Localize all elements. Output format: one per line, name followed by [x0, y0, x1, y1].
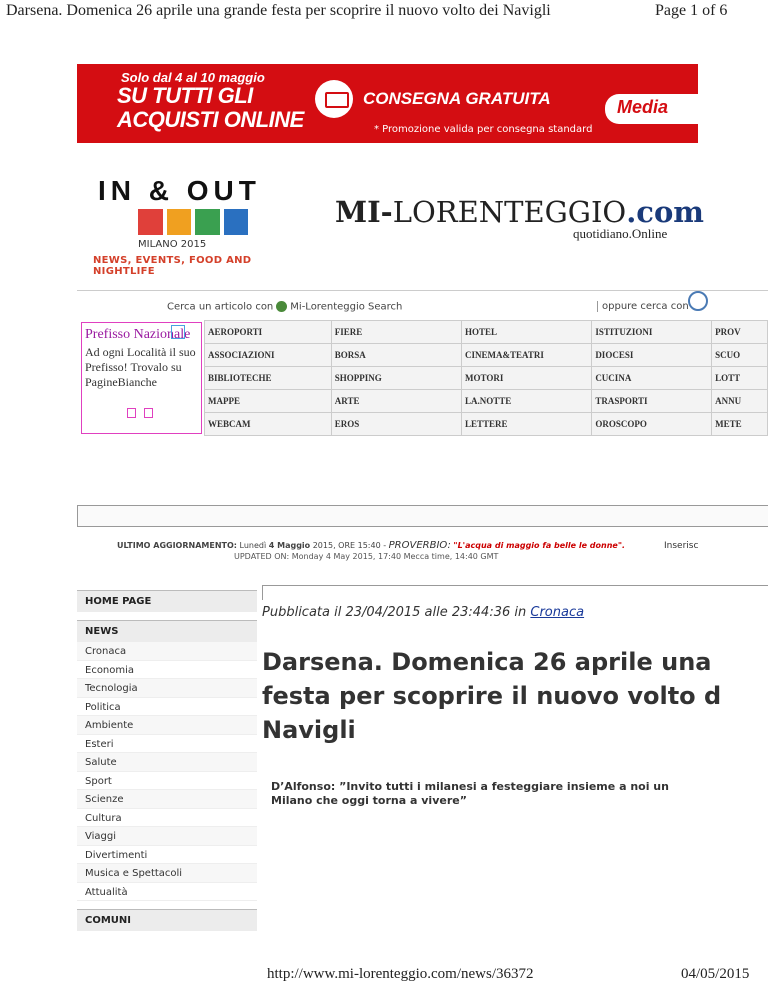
category-link[interactable]: OROSCOPO — [592, 413, 712, 436]
search-alt[interactable]: oppure cerca con — [597, 301, 689, 312]
update-day: Lunedì — [239, 541, 267, 550]
update-time: 2015, ORE 15:40 - — [312, 541, 387, 550]
category-link[interactable]: METE — [712, 413, 768, 436]
expo-logo[interactable] — [93, 175, 303, 277]
category-link[interactable]: DIOCESI — [592, 344, 712, 367]
horizontal-bar — [77, 505, 768, 527]
category-link[interactable]: SCUO — [712, 344, 768, 367]
logo-subtitle: quotidiano.Online — [573, 226, 668, 241]
logo-prefix: MI- — [335, 195, 393, 229]
sidebar-item[interactable]: Economia — [77, 661, 257, 680]
category-row — [205, 344, 768, 367]
article-subtitle — [271, 780, 768, 808]
category-link[interactable]: AEROPORTI — [205, 321, 332, 344]
sidebar-item[interactable]: Attualità — [77, 883, 257, 902]
ad-controls[interactable] — [127, 405, 161, 423]
category-row — [205, 367, 768, 390]
google-search-icon[interactable] — [688, 291, 708, 311]
subtitle-line2: Milano che oggi torna a vivere” — [271, 794, 467, 807]
page-number: Page 1 of 6 — [655, 2, 728, 19]
article-headline — [262, 645, 768, 747]
update-label: ULTIMO AGGIORNAMENTO: — [117, 541, 237, 550]
inout-title: IN & OUT — [98, 175, 261, 206]
banner-headline-line1: SU TUTTI GLI — [117, 83, 253, 108]
banner-delivery: CONSEGNA GRATUITA — [363, 89, 551, 108]
mediaworld-logo — [605, 94, 698, 124]
published-line — [262, 605, 584, 620]
proverb-text: "L'acqua di maggio fa belle le donne". — [453, 541, 626, 550]
category-row — [205, 390, 768, 413]
updated-on: UPDATED ON: Monday 4 May 2015, 17:40 Mecca time, 14:40 GMT — [234, 552, 499, 561]
category-table — [204, 320, 768, 436]
headline-line2: festa per scoprire il nuovo volto d — [262, 682, 722, 710]
sidebar-item[interactable]: Viaggi — [77, 827, 257, 846]
category-link[interactable]: LETTERE — [462, 413, 592, 436]
category-link[interactable]: WEBCAM — [205, 413, 332, 436]
category-link[interactable]: ISTITUZIONI — [592, 321, 712, 344]
headline-line1: Darsena. Domenica 26 aprile una — [262, 648, 712, 676]
sidebar-item[interactable]: Esteri — [77, 735, 257, 754]
ad-text: Ad ogni Località il suo Prefisso! Trovalo su PagineBianche — [85, 345, 196, 389]
sidebar-comuni-head[interactable]: COMUNI — [77, 909, 257, 931]
logo-name: LORENTEGGIO — [392, 195, 627, 229]
expo-tile-o — [224, 209, 249, 235]
ad-next-icon[interactable] — [144, 408, 153, 418]
sidebar-item[interactable]: Musica e Spettacoli — [77, 864, 257, 883]
ad-title[interactable]: Prefisso Nazionale — [85, 327, 191, 342]
banner-dates: Solo dal 4 al 10 maggio — [121, 70, 265, 85]
category-link[interactable]: MOTORI — [462, 367, 592, 390]
search-label: Cerca un articolo con — [167, 301, 274, 313]
sidebar-item[interactable]: Politica — [77, 698, 257, 717]
category-link[interactable]: ANNU — [712, 390, 768, 413]
proverb-label: PROVERBIO: — [388, 540, 451, 551]
sidebar-home[interactable]: HOME PAGE — [77, 590, 257, 612]
category-link[interactable]: PROV — [712, 321, 768, 344]
category-link[interactable]: MAPPE — [205, 390, 332, 413]
category-link[interactable]: EROS — [331, 413, 461, 436]
print-title: Darsena. Domenica 26 aprile una grande festa per scoprire il nuovo volto dei Navigli — [6, 2, 551, 19]
category-link[interactable]: Cronaca — [530, 605, 585, 620]
expo-tile-p — [195, 209, 220, 235]
site-logo[interactable] — [335, 195, 704, 229]
category-link[interactable]: ASSOCIAZIONI — [205, 344, 332, 367]
expo-tagline: NEWS, EVENTS, FOOD AND NIGHTLIFE — [93, 255, 252, 277]
sidebar-item[interactable]: Cultura — [77, 809, 257, 828]
banner-headline — [117, 84, 304, 132]
sidebar-item[interactable]: Divertimenti — [77, 846, 257, 865]
category-link[interactable]: LA.NOTTE — [462, 390, 592, 413]
last-update — [117, 540, 625, 551]
inserisci-link[interactable]: Inserisc — [664, 541, 699, 551]
sidebar-news-head[interactable]: NEWS — [77, 620, 257, 642]
sidebar-item[interactable]: Salute — [77, 753, 257, 772]
category-link[interactable]: HOTEL — [462, 321, 592, 344]
category-link[interactable]: TRASPORTI — [592, 390, 712, 413]
category-link[interactable]: CINEMA&TEATRI — [462, 344, 592, 367]
category-row — [205, 413, 768, 436]
category-row — [205, 321, 768, 344]
category-link[interactable]: ARTE — [331, 390, 461, 413]
sidebar-item[interactable]: Cronaca — [77, 642, 257, 661]
subtitle-line1: D’Alfonso: ”Invito tutti i milanesi a festeggiare insieme a noi un — [271, 780, 669, 793]
sidebar-item[interactable]: Scienze — [77, 790, 257, 809]
logo-tld: .com — [626, 195, 704, 229]
expo-tile-x — [167, 209, 192, 235]
category-link[interactable]: SHOPPING — [331, 367, 461, 390]
print-url: http://www.mi-lorenteggio.com/news/36372 — [267, 966, 534, 982]
print-header — [0, 0, 768, 24]
category-link[interactable]: LOTT — [712, 367, 768, 390]
banner-note: * Promozione valida per consegna standard — [374, 124, 593, 135]
category-link[interactable]: BORSA — [331, 344, 461, 367]
article-frame — [262, 585, 768, 600]
expo-tile-e — [138, 209, 163, 235]
update-date: 4 Maggio — [268, 541, 311, 550]
expo-milano: MILANO 2015 — [138, 239, 207, 250]
search-engine-name: Mi-Lorenteggio Search — [290, 301, 403, 313]
category-link[interactable]: CUCINA — [592, 367, 712, 390]
category-link[interactable]: BIBLIOTECHE — [205, 367, 332, 390]
print-date: 04/05/2015 — [681, 966, 750, 982]
search-engine-icon — [276, 301, 287, 312]
adchoices-icon[interactable] — [171, 325, 185, 339]
ad-prev-icon[interactable] — [127, 408, 136, 418]
expo-tiles — [138, 209, 248, 235]
headline-line3: Navigli — [262, 716, 356, 744]
advert-banner[interactable] — [77, 64, 698, 143]
sidebar — [77, 590, 257, 931]
search-bar — [77, 290, 768, 321]
sidebar-item[interactable]: Sport — [77, 772, 257, 791]
sidebar-news-list — [77, 642, 257, 901]
truck-icon — [325, 92, 349, 108]
sidebar-item[interactable]: Ambiente — [77, 716, 257, 735]
banner-headline-line2: ACQUISTI ONLINE — [117, 107, 304, 132]
brand-name: Media — [617, 97, 669, 117]
category-link[interactable]: FIERE — [331, 321, 461, 344]
published-text: Pubblicata il 23/04/2015 alle 23:44:36 in — [262, 605, 527, 620]
ad-box[interactable] — [81, 322, 202, 434]
search-left[interactable] — [167, 301, 402, 313]
sidebar-item[interactable]: Tecnologia — [77, 679, 257, 698]
